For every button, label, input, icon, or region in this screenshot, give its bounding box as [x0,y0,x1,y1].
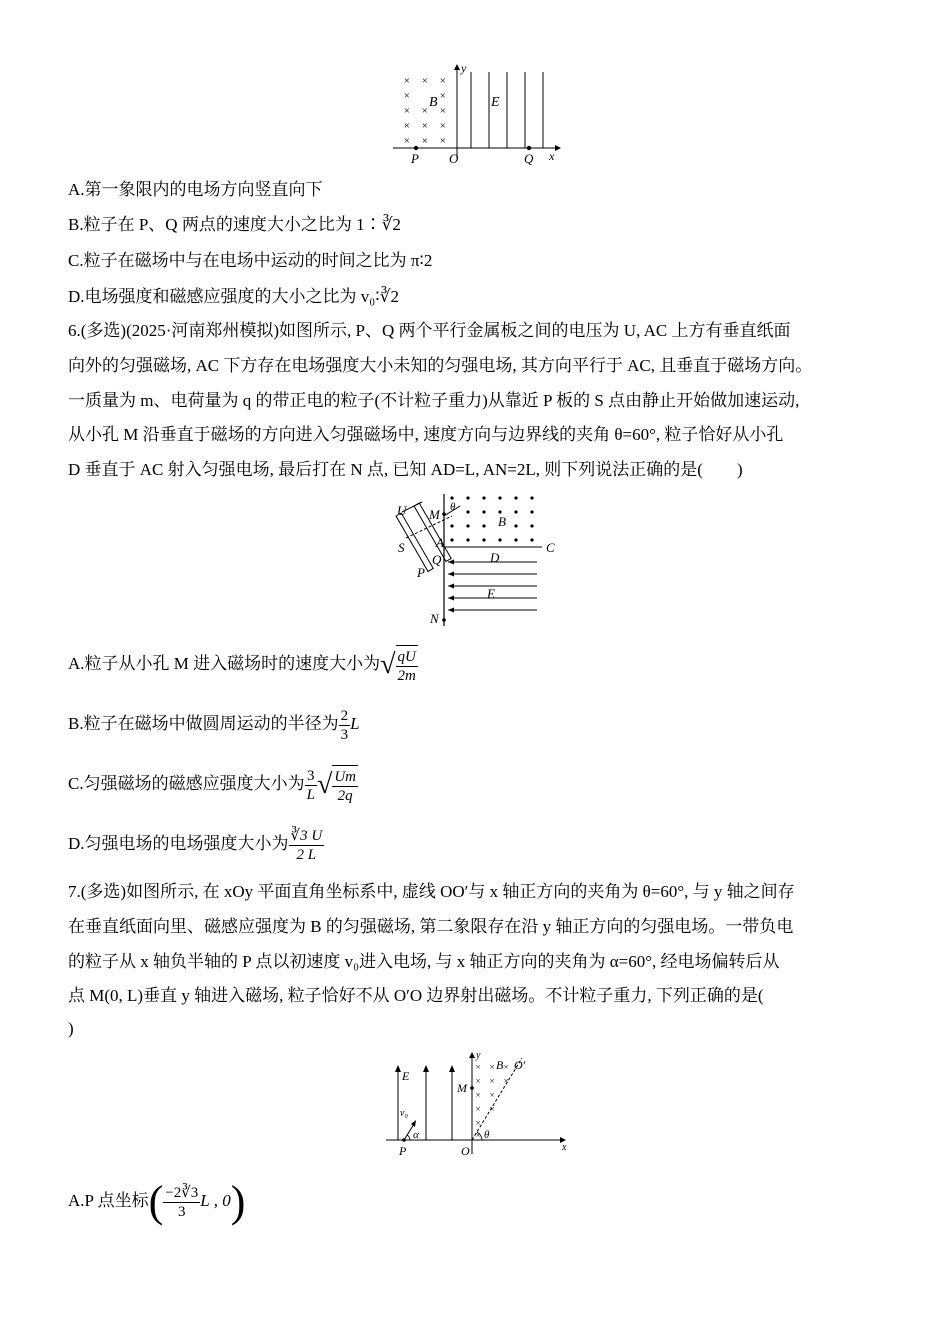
fig1-O-label: O [449,151,459,166]
q6-option-a [68,644,418,686]
fig2-A-label: A [436,535,444,550]
svg-text:×: × [503,1062,510,1072]
fig1-P-label: P [411,151,419,166]
q6-stem-line-2: 向外的匀强磁场, AC 下方存在电场强度大小未知的匀强电场, 其方向平行于 AC, 且垂直于磁场方向。 [68,356,813,375]
fig3-y-label: y [476,1050,481,1061]
fig3-E-label: E [402,1069,410,1083]
q5-option-b: B.粒子在 P、Q 两点的速度大小之比为 1∶∛2 [68,215,401,234]
svg-text:×: × [403,135,411,147]
svg-text:×: × [475,1090,482,1100]
fig3-B-label: B [496,1058,504,1072]
q6-option-d: D.匀强电场的电场强度大小为 $\frac{∛3 U}{2 L}$ [68,827,323,863]
q6-option-b: B.粒子在磁场中做圆周运动的半径为 $\frac{2}{3}$ L [68,707,360,743]
fig1-Q-label: Q [524,151,534,166]
svg-text:×: × [439,120,447,132]
fig2-E-label: E [487,586,495,601]
svg-text:×: × [475,1076,482,1086]
fig2-Q-label: Q [432,552,442,567]
q7-stem-line-3: 的粒子从 x 轴负半轴的 P 点以初速度 v₀进入电场, 与 x 轴正方向的夹角为 α=60°, 经电场偏转后从 [68,952,780,971]
svg-text:×: × [421,75,429,87]
svg-text:×: × [421,135,429,147]
fig3-P-label: P [399,1144,407,1158]
fig1-y-label: y [461,62,467,75]
q6-stem-line-5: D 垂直于 AC 射入匀强电场, 最后打在 N 点, 已知 AD=L, AN=2L, 则下列说法正确的是( ) [68,460,743,479]
svg-text:×: × [489,1104,496,1114]
q7-stem-line-2: 在垂直纸面向里、磁感应强度为 B 的匀强磁场, 第二象限存在沿 y 轴正方向的匀强电场。一带负电 [68,917,794,936]
fig2-S-label: S [398,540,405,555]
fig1-x-label: x [549,149,555,163]
fig3-O-prime-label: O′ [514,1058,526,1072]
q6-stem-line-3: 一质量为 m、电荷量为 q 的带正电的粒子(不计粒子重力)从靠近 P 板的 S 点由静止开始做加速运动, [68,391,800,410]
q6-option-c: C.匀强磁场的磁感应强度大小为 $\frac{3}{L}$ √ $\frac{Um}{2q}$ [68,764,358,806]
q7-stem-line-5: ) [68,1019,74,1038]
svg-text:×: × [439,105,447,117]
fig3-v0-label: v₀ [400,1108,408,1119]
fig2-C-label: C [546,540,555,555]
q7-option-a-text: A.P 点坐标 [68,1191,149,1210]
q6-stem-line-1: 6.(多选)(2025·河南郑州模拟)如图所示, P、Q 两个平行金属板之间的电压为 U, AC 上方有垂直纸面 [68,321,791,340]
fig1-E-label: E [491,95,500,110]
q6-option-c-text: C.匀强磁场的磁感应强度大小为 [68,774,305,793]
svg-text:×: × [503,1076,510,1086]
figure-3 [384,1050,574,1160]
svg-text:×: × [475,1062,482,1072]
fig3-O-label: O [461,1144,470,1158]
svg-text:×: × [439,75,447,87]
fig3-theta-label: θ [484,1129,490,1141]
fig2-M-label: M [429,507,440,522]
fig1-B-label: B [429,95,438,110]
cross-mark: × [403,75,411,87]
fig3-M-label: M [457,1081,467,1095]
svg-text:×: × [475,1104,482,1114]
q6-option-a-radical: √ $\frac{qU}{2m}$ [380,644,418,686]
q6-option-a-text: A.粒子从小孔 M 进入磁场时的速度大小为 [68,654,381,673]
fig2-N-label: N [430,611,439,626]
q5-option-a: A.第一象限内的电场方向竖直向下 [68,180,323,199]
fig2-U-label: U [397,503,407,518]
fig2-D-label: D [490,550,500,565]
q6-option-b-text: B.粒子在磁场中做圆周运动的半径为 [68,714,339,733]
svg-text:×: × [475,1118,482,1128]
svg-text:×: × [403,105,411,117]
fig2-P-label: P [417,565,425,580]
fig3-alpha-label: α [413,1129,419,1141]
svg-text:×: × [403,90,411,102]
fig2-B-label: B [498,514,506,529]
q5-option-c: C.粒子在磁场中与在电场中运动的时间之比为 π∶2 [68,251,433,270]
svg-text:×: × [475,1130,482,1140]
svg-text:×: × [421,120,429,132]
svg-text:×: × [489,1062,496,1072]
svg-text:×: × [439,135,447,147]
q7-stem-line-4: 点 M(0, L)垂直 y 轴进入磁场, 粒子恰好不从 O′O 边界射出磁场。不计粒子重力, 下列正确的是( [68,986,764,1005]
q6-option-d-text: D.匀强电场的电场强度大小为 [68,834,289,853]
q7-option-a: A.P 点坐标( $\frac{-2∛3}{3}$ L , 0) [68,1177,246,1227]
figure-1 [385,62,565,168]
q5-option-d: D.电场强度和磁感应强度的大小之比为 v₀∶∛2 [68,287,399,306]
svg-text:×: × [489,1090,496,1100]
fig2-theta-label: θ [450,501,456,513]
svg-text:×: × [403,120,411,132]
fig3-x-label: x [562,1142,567,1153]
svg-text:×: × [489,1076,496,1086]
svg-text:×: × [439,90,447,102]
figure-2 [392,490,562,630]
q7-stem-line-1: 7.(多选)如图所示, 在 xOy 平面直角坐标系中, 虚线 OO′与 x 轴正方向的夹角为 θ=60°, 与 y 轴之间存 [68,882,795,901]
q6-stem-line-4: 从小孔 M 沿垂直于磁场的方向进入匀强磁场中, 速度方向与边界线的夹角 θ=60°, 粒子恰好从小孔 [68,425,784,444]
svg-text:×: × [421,105,429,117]
